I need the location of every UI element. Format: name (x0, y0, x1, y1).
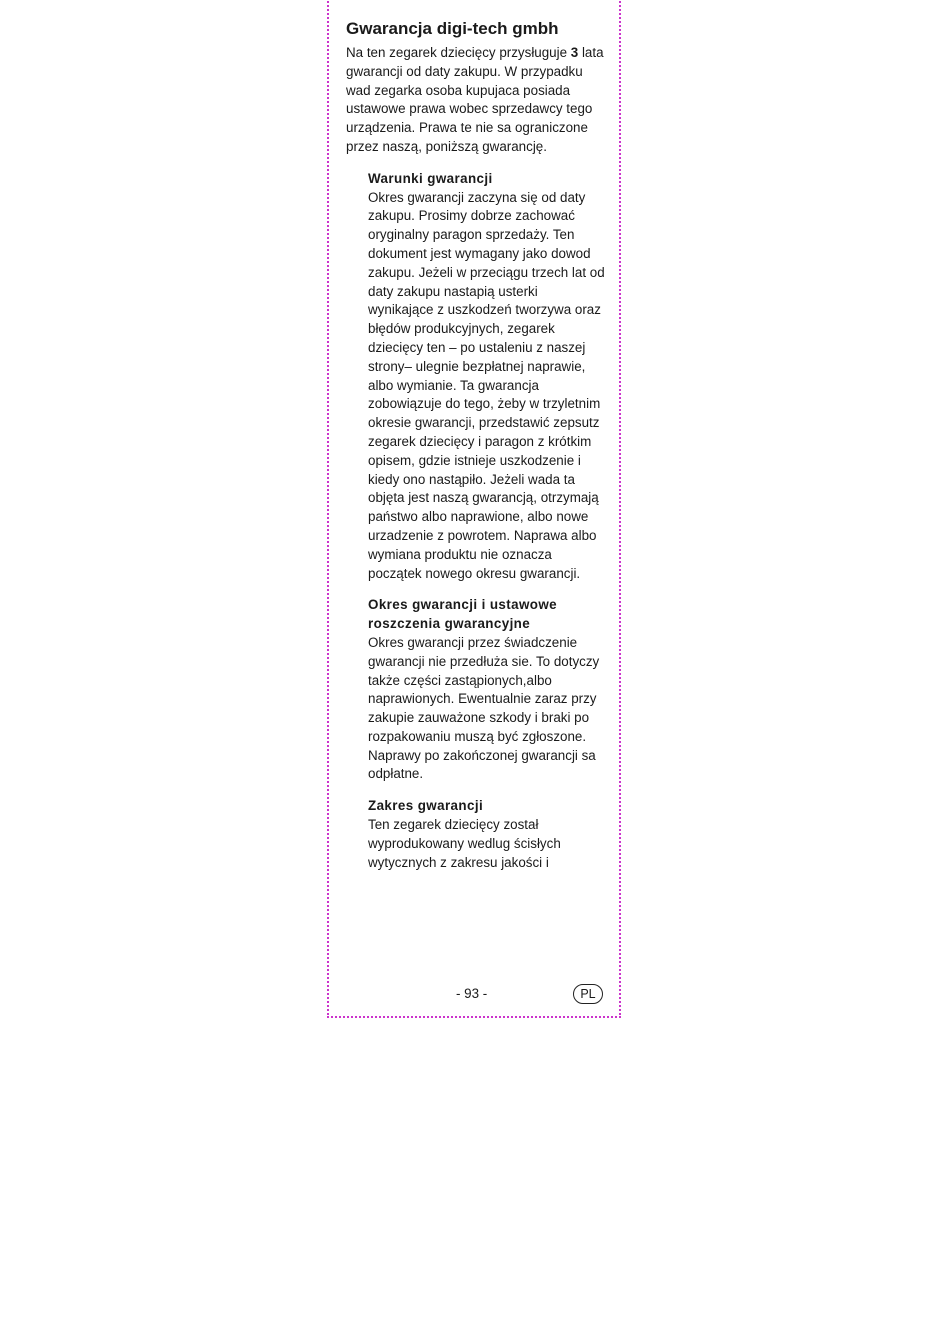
section-heading: Warunki gwarancji (368, 170, 493, 186)
section-warranty-scope (368, 797, 606, 872)
section-warranty-conditions (368, 170, 606, 584)
language-badge: PL (573, 984, 603, 1004)
section-body: Okres gwarancji przez świadczenie gwarancji nie przedłuża sie. To dotyczy także części zastąpionych,albo naprawionych. Ewentualnie zaraz przy zakupie zauważone szkody i braki po rozpakowaniu muszą być zgłoszone. Naprawy po zakończonej gwarancji sa odpłatne. (368, 634, 600, 782)
page-footer (346, 984, 608, 1006)
section-body: Ten zegarek dziecięcy został wyprodukowany wedlug ścisłych wytycznych z zakresu jakości i (368, 817, 561, 870)
intro-text-end: lata gwarancji od daty zakupu. W przypadku wad zegarka osoba kupujaca posiada ustawowe prawa wobec sprzedawcy tego urządzenia. Prawa te nie sa ograniczone przez naszą, poniższą gwarancję. (346, 45, 604, 154)
section-warranty-period (368, 596, 606, 784)
page-title: Gwarancja digi-tech gmbh (346, 19, 559, 38)
intro-text-start: Na ten zegarek dziecięcy przysługuje (346, 45, 571, 60)
section-body: Okres gwarancji zaczyna się od daty zakupu. Prosimy dobrze zachować oryginalny paragon sprzedaży. Ten dokument jest wymagany jako dowod zakupu. Jeżeli w przeciągu trzech lat od daty zakupu nastapią usterki wynikające z uszkodzeń tworzywa oraz błędów produkcyjnych, zegarek dziecięcy ten – po ustaleniu z naszej strony– ulegnie bezpłatnej naprawie, albo wymianie. Ta gwarancja zobowiązuje do tego, żeby w trzyletnim okresie gwarancji, przedstawić zepsutz zegarek dziecięcy i paragon z krótkim opisem, gdzie istnieje uszkodzenie i kiedy ono nastąpiło. Jeżeli wada ta objęta jest naszą gwarancją, otrzymają państwo albo naprawione, albo nowe urzadzenie z powrotem. Naprawa albo wymiana produktu nie oznacza początek nowego okresu gwarancji. (368, 189, 605, 581)
section-heading: Okres gwarancji i ustawowe roszczenia gwarancyjne (368, 597, 558, 632)
section-heading: Zakres gwarancji (368, 798, 484, 814)
intro-paragraph (346, 44, 608, 157)
warranty-years: 3 (570, 45, 579, 60)
document-content (346, 18, 608, 872)
page-number: - 93 - (456, 986, 488, 1001)
